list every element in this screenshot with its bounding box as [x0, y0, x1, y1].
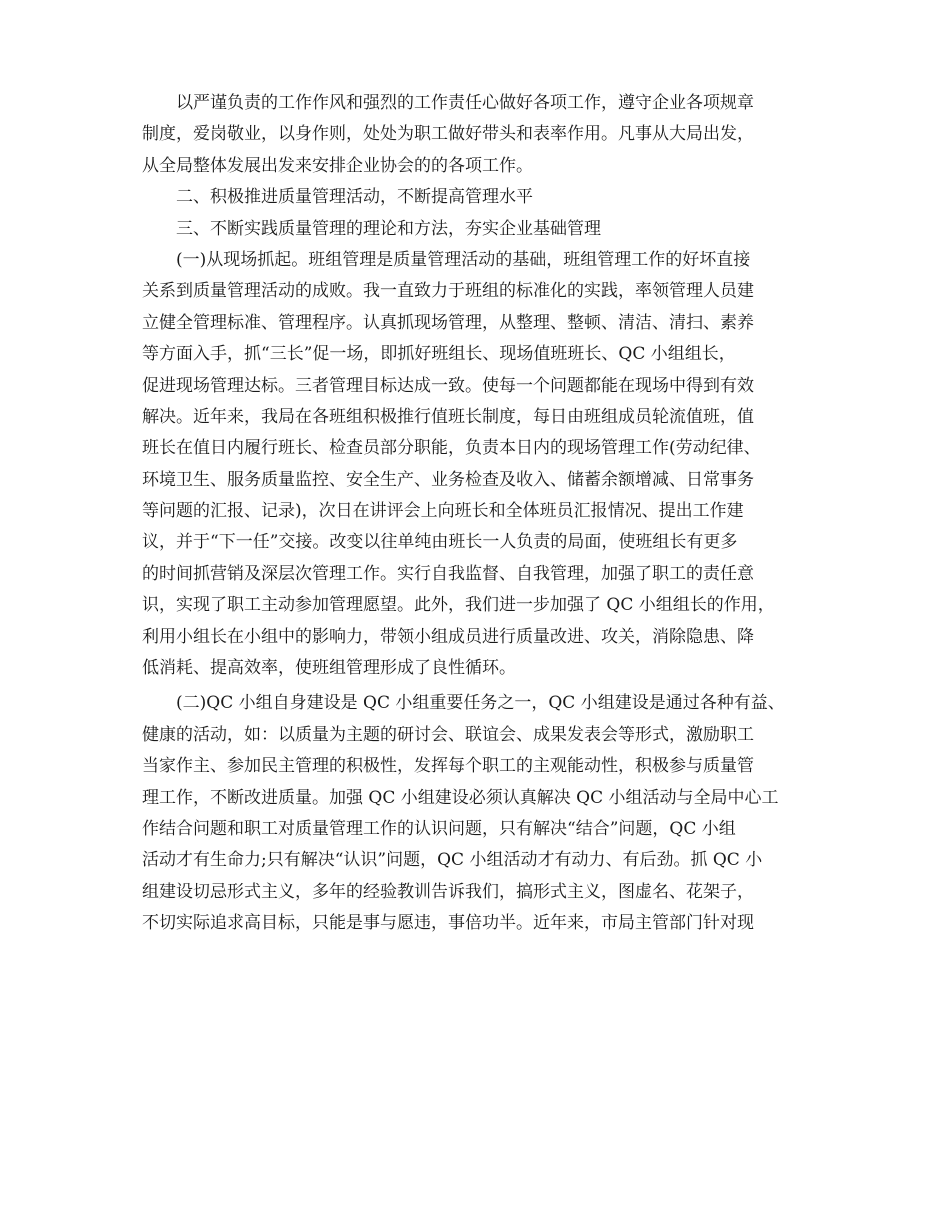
- text-line: 立健全管理标准、管理程序。认真抓现场管理，从整理、整顿、清洁、清扫、素养: [142, 312, 754, 333]
- section-heading-two: 二、积极推进质量管理活动，不断提高管理水平: [176, 187, 533, 208]
- text-line: 促进现场管理达标。三者管理目标达成一致。使每一个问题都能在现场中得到有效: [142, 375, 754, 396]
- text-line: 等方面入手，抓“三长”促一场，即抓好班组长、现场值班班长、QC 小组组长，: [142, 344, 736, 365]
- text-line: 活动才有生命力;只有解决“认识”问题，QC 小组活动才有动力、有后劲。抓 QC 小: [142, 850, 763, 871]
- text-line: 组建设切忌形式主义，多年的经验教训告诉我们，搞形式主义，图虚名、花架子，: [142, 881, 754, 902]
- text-line: 环境卫生、服务质量监控、安全生产、业务检查及收入、储蓄余额增减、日常事务: [142, 469, 754, 490]
- text-line: 关系到质量管理活动的成败。我一直致力于班组的标准化的实践，率领管理人员建: [142, 281, 754, 302]
- section-heading-three: 三、不断实践质量管理的理论和方法，夯实企业基础管理: [176, 218, 601, 239]
- text-line: 以严谨负责的工作作风和强烈的工作责任心做好各项工作，遵守企业各项规章: [176, 93, 754, 113]
- text-line: 班长在值日内履行班长、检查员部分职能，负责本日内的现场管理工作(劳动纪律、: [142, 438, 761, 459]
- text-line: 解决。近年来，我局在各班组积极推行值班长制度，每日由班组成员轮流值班，值: [142, 406, 754, 427]
- text-line: 识，实现了职工主动参加管理愿望。此外，我们进一步加强了 QC 小组组长的作用，: [142, 595, 775, 616]
- paragraph-subsection-one: [142, 245, 825, 684]
- text-line: 制度，爱岗敬业，以身作则，处处为职工做好带头和表率作用。凡事从大局出发，: [142, 124, 754, 145]
- text-line: 作结合问题和职工对质量管理工作的认识问题，只有解决“结合”问题，QC 小组: [142, 818, 736, 839]
- text-line: 不切实际追求高目标，只能是事与愿违，事倍功半。近年来，市局主管部门针对现: [142, 913, 754, 934]
- text-line: (二)QC 小组自身建设是 QC 小组重要任务之一，QC 小组建设是通过各种有益、: [176, 693, 785, 714]
- text-line: 健康的活动，如：以质量为主题的研讨会、联谊会、成果发表会等形式，激励职工: [142, 724, 754, 745]
- text-line: 议，并于“下一任”交接。改变以往单纯由班长一人负责的局面，使班组长有更多: [142, 532, 738, 553]
- paragraph-subsection-two: [142, 688, 825, 939]
- text-line: (一)从现场抓起。班组管理是质量管理活动的基础，班组管理工作的好坏直接: [176, 249, 751, 270]
- text-line: 当家作主、参加民主管理的积极性，发挥每个职工的主观能动性，积极参与质量管: [142, 756, 754, 777]
- text-line: 的时间抓营销及深层次管理工作。实行自我监督、自我管理，加强了职工的责任意: [142, 563, 754, 584]
- text-line: 低消耗、提高效率，使班组管理形成了良性循环。: [142, 658, 516, 679]
- text-line: 从全局整体发展出发来安排企业协会的的各项工作。: [142, 155, 533, 176]
- paragraph-intro: [142, 88, 825, 182]
- text-line: 等问题的汇报、记录)，次日在讲评会上向班长和全体班员汇报情况、提出工作建: [142, 501, 744, 522]
- text-line: 利用小组长在小组中的影响力，带领小组成员进行质量改进、攻关，消除隐患、降: [142, 626, 754, 647]
- text-line: 理工作，不断改进质量。加强 QC 小组建设必须认真解决 QC 小组活动与全局中心工: [142, 787, 779, 808]
